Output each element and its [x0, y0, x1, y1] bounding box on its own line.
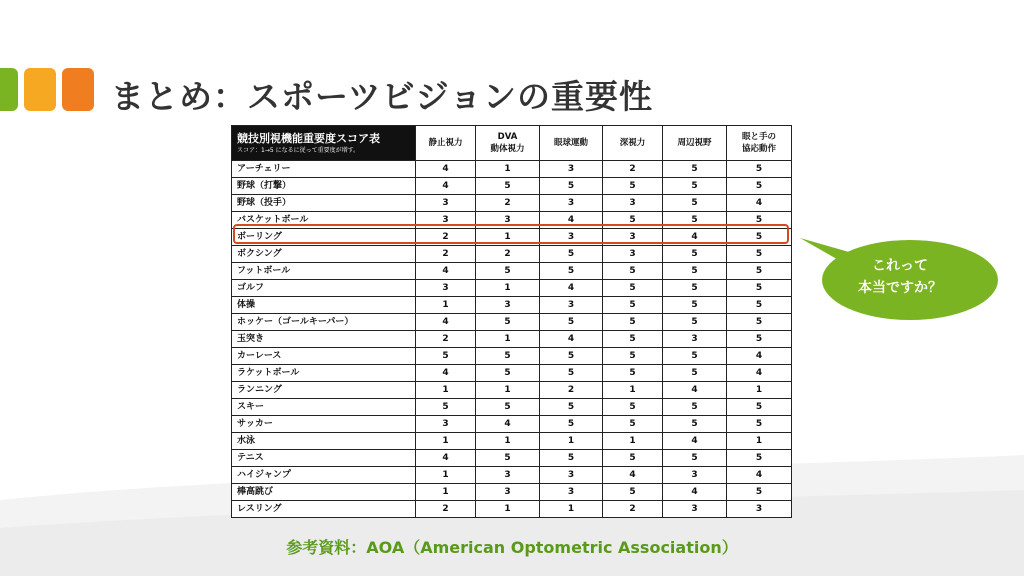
- table-row: [232, 484, 792, 501]
- score-cell: 4: [663, 229, 727, 246]
- table-row: [232, 348, 792, 365]
- table-title-cell: [232, 126, 416, 161]
- table-row: [232, 178, 792, 195]
- score-cell: 5: [663, 161, 727, 178]
- score-cell: 4: [540, 212, 603, 229]
- score-cell: 1: [727, 382, 792, 399]
- score-cell: 5: [603, 314, 663, 331]
- score-cell: 3: [663, 501, 727, 518]
- score-cell: 5: [727, 212, 792, 229]
- score-cell: 5: [663, 263, 727, 280]
- score-cell: 5: [727, 416, 792, 433]
- slide-title: まとめ：スポーツビジョンの重要性: [111, 77, 654, 116]
- score-cell: 3: [540, 484, 603, 501]
- sport-name-cell: スキー: [232, 399, 416, 416]
- score-cell: 5: [603, 297, 663, 314]
- score-cell: 1: [476, 433, 540, 450]
- score-cell: 5: [476, 399, 540, 416]
- score-cell: 5: [663, 365, 727, 382]
- sport-name-cell: ランニング: [232, 382, 416, 399]
- score-cell: 5: [663, 416, 727, 433]
- callout-text: [820, 255, 980, 299]
- table-row: [232, 501, 792, 518]
- score-cell: 5: [540, 416, 603, 433]
- score-cell: 4: [540, 280, 603, 297]
- score-cell: 2: [416, 331, 476, 348]
- score-cell: 5: [727, 484, 792, 501]
- score-cell: 5: [603, 484, 663, 501]
- score-cell: 5: [540, 450, 603, 467]
- score-cell: 5: [727, 229, 792, 246]
- score-cell: 5: [603, 348, 663, 365]
- score-cell: 5: [727, 161, 792, 178]
- score-cell: 5: [727, 314, 792, 331]
- column-header: [727, 126, 792, 161]
- score-cell: 5: [603, 399, 663, 416]
- score-table: [231, 125, 792, 518]
- score-cell: 2: [603, 161, 663, 178]
- score-cell: 5: [603, 212, 663, 229]
- score-cell: 1: [416, 433, 476, 450]
- score-cell: 3: [540, 161, 603, 178]
- score-cell: 5: [663, 178, 727, 195]
- source-caption: 参考資料：AOA（American Optometric Association）: [286, 538, 738, 557]
- score-cell: 1: [416, 297, 476, 314]
- score-cell: 4: [603, 467, 663, 484]
- score-cell: 1: [476, 161, 540, 178]
- score-cell: 5: [603, 263, 663, 280]
- table-row: [232, 331, 792, 348]
- score-cell: 5: [540, 314, 603, 331]
- score-cell: 3: [663, 331, 727, 348]
- score-cell: 1: [476, 280, 540, 297]
- score-cell: 3: [540, 195, 603, 212]
- table-row: [232, 450, 792, 467]
- score-cell: 5: [727, 331, 792, 348]
- column-header: [603, 126, 663, 161]
- sport-name-cell: テニス: [232, 450, 416, 467]
- score-cell: 5: [540, 246, 603, 263]
- highlight-row-outline: [233, 224, 789, 244]
- sport-name-cell: ラケットボール: [232, 365, 416, 382]
- column-header: [476, 126, 540, 161]
- table-row: [232, 382, 792, 399]
- score-cell: 4: [663, 484, 727, 501]
- score-cell: 3: [476, 212, 540, 229]
- score-cell: 5: [476, 450, 540, 467]
- sport-name-cell: 玉突き: [232, 331, 416, 348]
- table-row: [232, 297, 792, 314]
- score-cell: 4: [416, 365, 476, 382]
- column-header-label: 深視力: [619, 138, 646, 148]
- column-header-label: DVA 動体視力: [490, 132, 525, 154]
- table-title: 競技別視機能重要度スコア表: [237, 131, 380, 145]
- sport-name-cell: フットボール: [232, 263, 416, 280]
- column-header: [540, 126, 603, 161]
- sport-name-cell: サッカー: [232, 416, 416, 433]
- score-cell: 5: [663, 399, 727, 416]
- score-cell: 3: [603, 229, 663, 246]
- decor-square-green: [0, 68, 18, 111]
- score-cell: 5: [603, 280, 663, 297]
- score-cell: 1: [603, 433, 663, 450]
- score-cell: 5: [540, 399, 603, 416]
- score-cell: 2: [416, 501, 476, 518]
- table-header-row: [232, 126, 792, 161]
- score-cell: 1: [603, 382, 663, 399]
- table-row: [232, 280, 792, 297]
- score-cell: 1: [476, 229, 540, 246]
- column-header-label: 眼と手の 協応動作: [741, 132, 776, 154]
- sport-name-cell: 野球（投手）: [232, 195, 416, 212]
- score-cell: 4: [416, 178, 476, 195]
- score-cell: 3: [603, 246, 663, 263]
- score-cell: 2: [603, 501, 663, 518]
- score-cell: 4: [727, 365, 792, 382]
- score-cell: 4: [416, 263, 476, 280]
- score-cell: 5: [603, 450, 663, 467]
- sport-name-cell: 水泳: [232, 433, 416, 450]
- score-cell: 5: [727, 399, 792, 416]
- score-cell: 3: [727, 501, 792, 518]
- score-cell: 5: [476, 348, 540, 365]
- score-cell: 1: [476, 331, 540, 348]
- score-cell: 3: [416, 280, 476, 297]
- score-cell: 4: [540, 331, 603, 348]
- score-cell: 1: [476, 382, 540, 399]
- score-cell: 5: [416, 348, 476, 365]
- score-cell: 1: [416, 382, 476, 399]
- score-cell: 5: [663, 212, 727, 229]
- score-cell: 3: [476, 297, 540, 314]
- sport-name-cell: ホッケー（ゴールキーパー）: [232, 314, 416, 331]
- table-row: [232, 416, 792, 433]
- sport-name-cell: アーチェリー: [232, 161, 416, 178]
- score-cell: 4: [727, 348, 792, 365]
- score-cell: 5: [663, 314, 727, 331]
- score-cell: 2: [476, 195, 540, 212]
- score-cell: 5: [603, 416, 663, 433]
- score-cell: 4: [416, 161, 476, 178]
- score-cell: 4: [663, 433, 727, 450]
- sport-name-cell: ボーリング: [232, 229, 416, 246]
- callout-line-2: 本当ですか？: [858, 280, 942, 296]
- score-cell: 2: [416, 246, 476, 263]
- score-cell: 5: [476, 365, 540, 382]
- sport-name-cell: カーレース: [232, 348, 416, 365]
- score-cell: 3: [476, 467, 540, 484]
- score-cell: 4: [727, 467, 792, 484]
- decor-square-orange: [62, 68, 94, 111]
- callout-line-1: これって: [872, 258, 928, 274]
- score-cell: 1: [416, 484, 476, 501]
- sport-name-cell: ハイジャンプ: [232, 467, 416, 484]
- column-header: [416, 126, 476, 161]
- score-cell: 5: [727, 263, 792, 280]
- score-cell: 1: [416, 467, 476, 484]
- score-cell: 4: [727, 195, 792, 212]
- score-cell: 5: [540, 263, 603, 280]
- score-cell: 5: [476, 263, 540, 280]
- score-cell: 3: [663, 467, 727, 484]
- column-header-label: 静止視力: [428, 138, 463, 148]
- score-cell: 5: [603, 331, 663, 348]
- score-cell: 5: [540, 178, 603, 195]
- score-cell: 5: [663, 348, 727, 365]
- sport-name-cell: 体操: [232, 297, 416, 314]
- score-cell: 1: [540, 433, 603, 450]
- score-cell: 3: [540, 467, 603, 484]
- score-cell: 5: [603, 365, 663, 382]
- sport-name-cell: バスケットボール: [232, 212, 416, 229]
- table-row: [232, 399, 792, 416]
- score-cell: 5: [476, 178, 540, 195]
- score-cell: 5: [727, 450, 792, 467]
- column-header-label: 周辺視野: [677, 138, 712, 148]
- score-cell: 2: [416, 229, 476, 246]
- score-cell: 5: [540, 365, 603, 382]
- table-row: [232, 263, 792, 280]
- score-cell: 5: [727, 280, 792, 297]
- score-cell: 5: [476, 314, 540, 331]
- score-cell: 4: [476, 416, 540, 433]
- score-cell: 3: [603, 195, 663, 212]
- column-header: [663, 126, 727, 161]
- score-cell: 1: [727, 433, 792, 450]
- score-cell: 5: [540, 348, 603, 365]
- column-header-label: 眼球運動: [553, 138, 588, 148]
- table-row: [232, 365, 792, 382]
- score-cell: 4: [663, 382, 727, 399]
- table-row: [232, 161, 792, 178]
- score-cell: 3: [416, 416, 476, 433]
- score-cell: 1: [540, 501, 603, 518]
- decor-square-yellow: [24, 68, 56, 111]
- table-subtitle: スコア：1→5 になるに従って重要度が増す。: [237, 146, 360, 154]
- score-table-container: [231, 125, 791, 518]
- score-cell: 5: [663, 195, 727, 212]
- score-cell: 3: [416, 195, 476, 212]
- sport-name-cell: 棒高跳び: [232, 484, 416, 501]
- table-body: [232, 161, 792, 518]
- score-cell: 2: [476, 246, 540, 263]
- sport-name-cell: ゴルフ: [232, 280, 416, 297]
- table-row: [232, 195, 792, 212]
- score-cell: 3: [540, 297, 603, 314]
- sport-name-cell: 野球（打撃）: [232, 178, 416, 195]
- score-cell: 5: [663, 280, 727, 297]
- score-cell: 3: [476, 484, 540, 501]
- sport-name-cell: レスリング: [232, 501, 416, 518]
- score-cell: 5: [603, 178, 663, 195]
- score-cell: 5: [727, 178, 792, 195]
- table-row: [232, 467, 792, 484]
- score-cell: 4: [416, 450, 476, 467]
- score-cell: 3: [540, 229, 603, 246]
- score-cell: 5: [727, 246, 792, 263]
- score-cell: 5: [663, 246, 727, 263]
- table-row: [232, 246, 792, 263]
- score-cell: 5: [727, 297, 792, 314]
- score-cell: 5: [663, 297, 727, 314]
- score-cell: 5: [416, 399, 476, 416]
- sport-name-cell: ボクシング: [232, 246, 416, 263]
- table-row: [232, 433, 792, 450]
- table-row: [232, 314, 792, 331]
- score-cell: 3: [416, 212, 476, 229]
- score-cell: 1: [476, 501, 540, 518]
- score-cell: 5: [663, 450, 727, 467]
- score-cell: 4: [416, 314, 476, 331]
- score-cell: 2: [540, 382, 603, 399]
